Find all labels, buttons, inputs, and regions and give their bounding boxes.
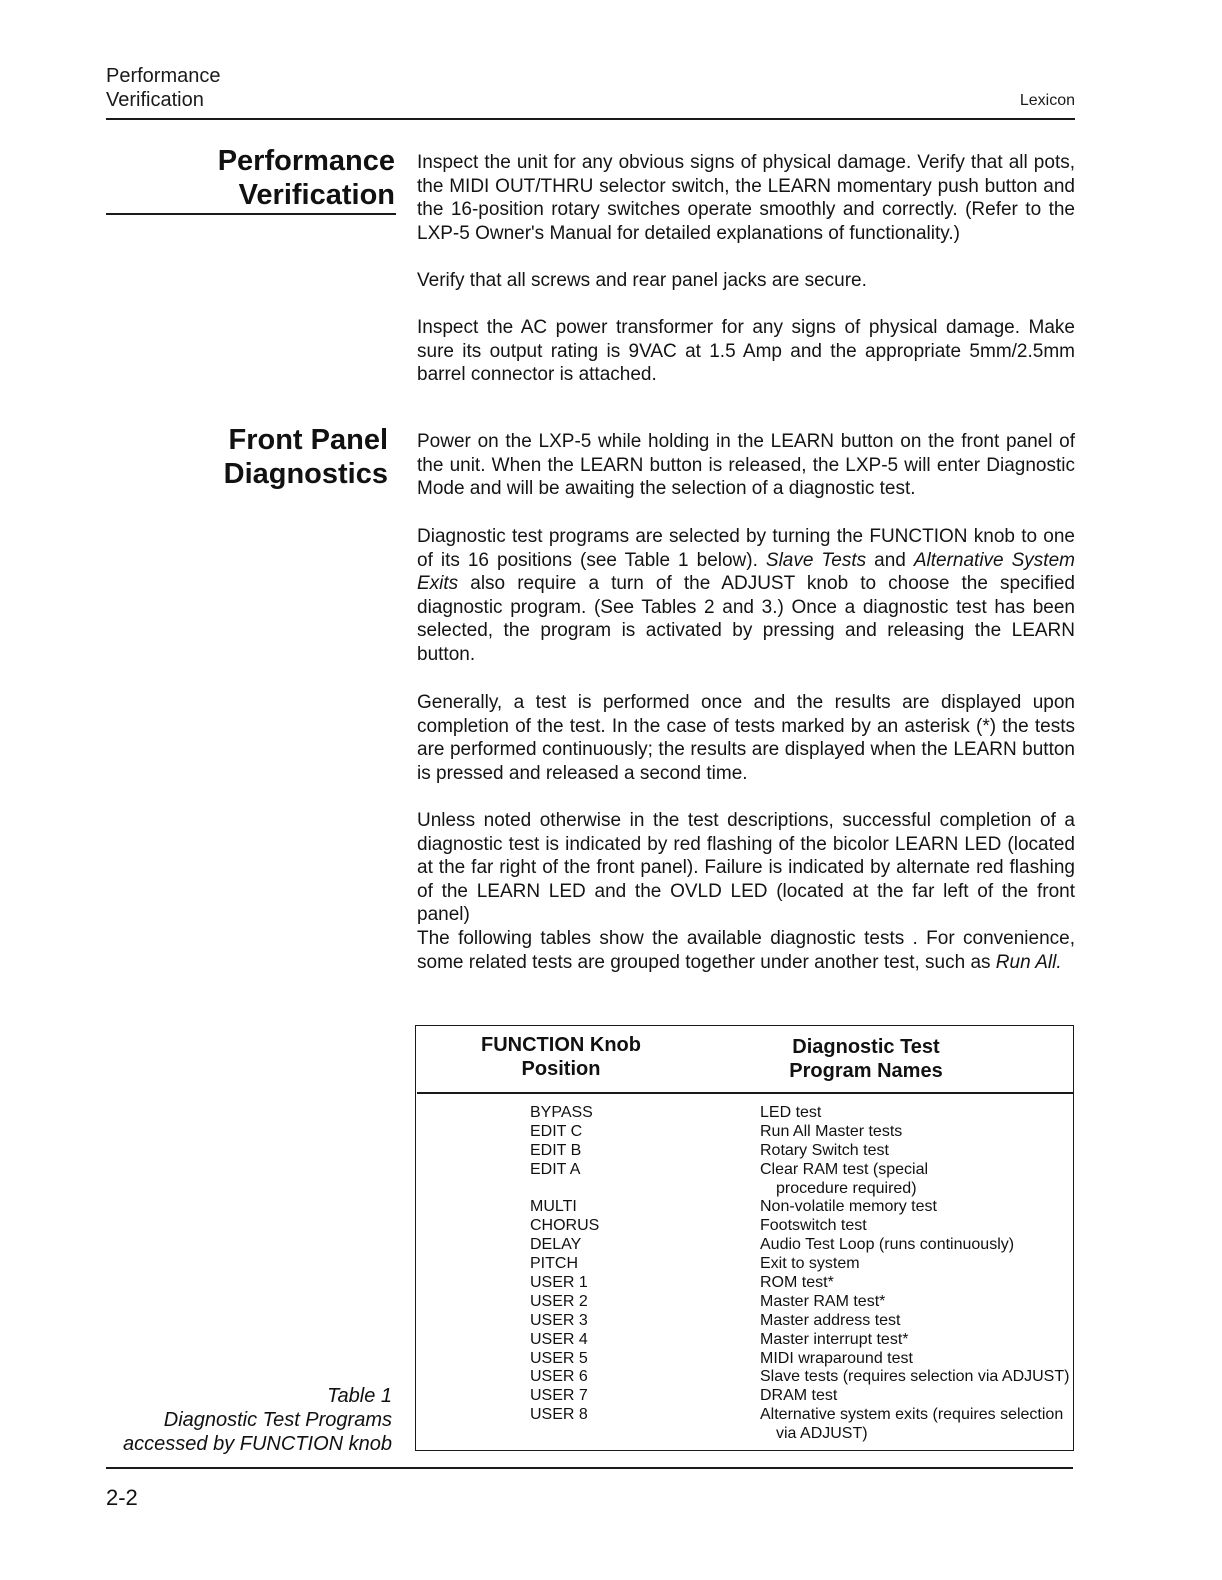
running-header-brand: Lexicon bbox=[1019, 92, 1075, 109]
paragraph-text: Generally, a test is performed once and the results are displayed upon completion of the test. In the case of tests marked by an asterisk (*) the tests are performed continuously; the results are displayed when the LEARN button is pressed and released a second time. bbox=[417, 692, 1075, 784]
section-heading-diagnostics bbox=[105, 423, 388, 491]
table-caption bbox=[106, 1384, 392, 1456]
heading-line1: Performance bbox=[217, 145, 395, 177]
table-cell-position: USER 4 bbox=[530, 1330, 588, 1348]
table-cell-position: BYPASS bbox=[530, 1104, 593, 1121]
paragraph bbox=[417, 269, 1075, 293]
table-cell-position: USER 6 bbox=[530, 1368, 588, 1386]
table-cell-name: LED test bbox=[760, 1104, 822, 1121]
table-cell-position: USER 3 bbox=[530, 1311, 588, 1329]
table-cell-name bbox=[760, 1406, 1080, 1444]
section-heading-performance bbox=[105, 144, 395, 212]
heading-line1: Front Panel bbox=[228, 424, 388, 456]
paragraph-text: Inspect the unit for any obvious signs of physical damage. Verify that all pots, the MIDI OUT/THRU selector switch, the LEARN momentary push button and the 16-position rotary switches operate smoothly and correctly. (Refer to the LXP-5 Owner's Manual for detailed explanations of functionality.) bbox=[417, 152, 1075, 244]
paragraph bbox=[417, 316, 1075, 387]
header-line: Position bbox=[521, 1058, 601, 1080]
emphasis-text: Run All. bbox=[995, 951, 1062, 973]
paragraph-text: Inspect the AC power transformer for any signs of physical damage. Make sure its output rating is 9VAC at 1.5 Amp and the appropriate 5mm/2.5mm barrel connector is attached. bbox=[417, 317, 1075, 385]
footer-divider bbox=[106, 1467, 1073, 1469]
paragraph bbox=[417, 525, 1075, 666]
heading-line2: Diagnostics bbox=[223, 458, 388, 490]
table-cell-name: Master interrupt test* bbox=[760, 1330, 909, 1348]
page-number: 2-2 bbox=[106, 1485, 138, 1510]
running-header-line2: Verification bbox=[106, 89, 204, 111]
table-header-program-names bbox=[745, 1035, 987, 1083]
cell-line-continued: procedure required) bbox=[776, 1179, 917, 1197]
running-header-section bbox=[106, 64, 221, 112]
paragraph-text bbox=[417, 525, 1075, 666]
emphasis-text: Alternative System Exits bbox=[417, 549, 1075, 594]
header-divider bbox=[106, 118, 1075, 120]
table-cell-name: Footswitch test bbox=[760, 1217, 867, 1235]
table-header-function-position bbox=[440, 1033, 682, 1081]
table-cell-name: Master address test bbox=[760, 1311, 901, 1329]
caption-line: Diagnostic Test Programs bbox=[163, 1409, 392, 1431]
table-cell-name: Exit to system bbox=[760, 1255, 860, 1273]
paragraph bbox=[417, 927, 1075, 974]
table-cell-name: Run All Master tests bbox=[760, 1122, 903, 1140]
paragraph bbox=[417, 809, 1075, 927]
table-column-position bbox=[530, 1104, 730, 1425]
table-cell-position: USER 5 bbox=[530, 1349, 588, 1367]
paragraph bbox=[417, 691, 1075, 785]
running-header-line1: Performance bbox=[106, 65, 221, 87]
cell-line-continued: via ADJUST) bbox=[776, 1425, 868, 1443]
header-line: FUNCTION Knob bbox=[481, 1034, 641, 1056]
table-cell-position: CHORUS bbox=[530, 1217, 600, 1235]
heading-line2: Verification bbox=[238, 179, 395, 211]
table-cell-position: EDIT B bbox=[530, 1141, 582, 1159]
paragraph-text: Power on the LXP-5 while holding in the LEARN button on the front panel of the unit. When the LEARN button is released, the LXP-5 will enter Diagnostic Mode and will be awaiting the selection of a diagnostic test. bbox=[417, 431, 1075, 499]
emphasis-text: Slave Tests bbox=[765, 549, 867, 571]
cell-line: Clear RAM test (special bbox=[760, 1160, 929, 1178]
table-cell-name: ROM test* bbox=[760, 1274, 834, 1292]
table-cell-name bbox=[760, 1161, 1080, 1199]
table-cell-position: EDIT A bbox=[530, 1160, 581, 1178]
caption-line: Table 1 bbox=[327, 1385, 392, 1407]
header-line: Diagnostic Test bbox=[792, 1036, 940, 1058]
paragraph bbox=[417, 430, 1075, 501]
paragraph-text: Verify that all screws and rear panel jacks are secure. bbox=[417, 270, 867, 291]
table-cell-position: EDIT C bbox=[530, 1122, 583, 1140]
caption-line: accessed by FUNCTION knob bbox=[123, 1433, 392, 1455]
paragraph-text: Unless noted otherwise in the test descriptions, successful completion of a diagnostic test is indicated by red flashing of the bicolor LEARN LED (located at the far right of the front panel). Failure is indicated by alternate red flashing of the LEARN LED and the OVLD LED (located at the far left of the front panel) bbox=[417, 810, 1075, 925]
table-cell-position: USER 1 bbox=[530, 1274, 588, 1292]
table-cell-position: USER 8 bbox=[530, 1406, 588, 1424]
table-cell-position: DELAY bbox=[530, 1236, 582, 1254]
paragraph-text bbox=[417, 927, 1075, 974]
table-cell-position: USER 2 bbox=[530, 1292, 588, 1310]
table-cell-name: Rotary Switch test bbox=[760, 1141, 889, 1159]
table-header-divider bbox=[417, 1092, 1073, 1094]
table-cell-name: Slave tests (requires selection via ADJUST) bbox=[760, 1368, 1070, 1386]
table-cell-position: MULTI bbox=[530, 1198, 577, 1216]
table-cell-position: PITCH bbox=[530, 1255, 578, 1273]
table-cell-name: Non-volatile memory test bbox=[760, 1198, 937, 1216]
cell-line: Alternative system exits (requires selection bbox=[760, 1406, 1064, 1424]
table-cell-name: Audio Test Loop (runs continuously) bbox=[760, 1236, 1015, 1254]
paragraph bbox=[417, 151, 1075, 245]
text-run: The following tables show the available diagnostic tests . For convenience, some related tests are grouped together under another test, such as bbox=[417, 928, 1075, 973]
section-heading-divider bbox=[106, 213, 396, 215]
table-cell-name: MIDI wraparound test bbox=[760, 1349, 913, 1367]
text-run: also require a turn of the ADJUST knob to choose the specified diagnostic program. (See Tables 2 and 3.) Once a diagnostic test has been selected, the program is activated by pressing and releasing the LEARN button. bbox=[417, 573, 1075, 665]
text-run: and bbox=[866, 549, 914, 571]
text-run: Diagnostic test programs are selected by turning the FUNCTION knob to one of its 16 positions (see Table 1 below). bbox=[417, 526, 1075, 571]
table-column-program-name bbox=[760, 1104, 1080, 1444]
header-line: Program Names bbox=[789, 1060, 943, 1082]
table-cell-position: USER 7 bbox=[530, 1387, 588, 1405]
table-cell-name: Master RAM test* bbox=[760, 1292, 886, 1310]
table-cell-name: DRAM test bbox=[760, 1387, 838, 1405]
